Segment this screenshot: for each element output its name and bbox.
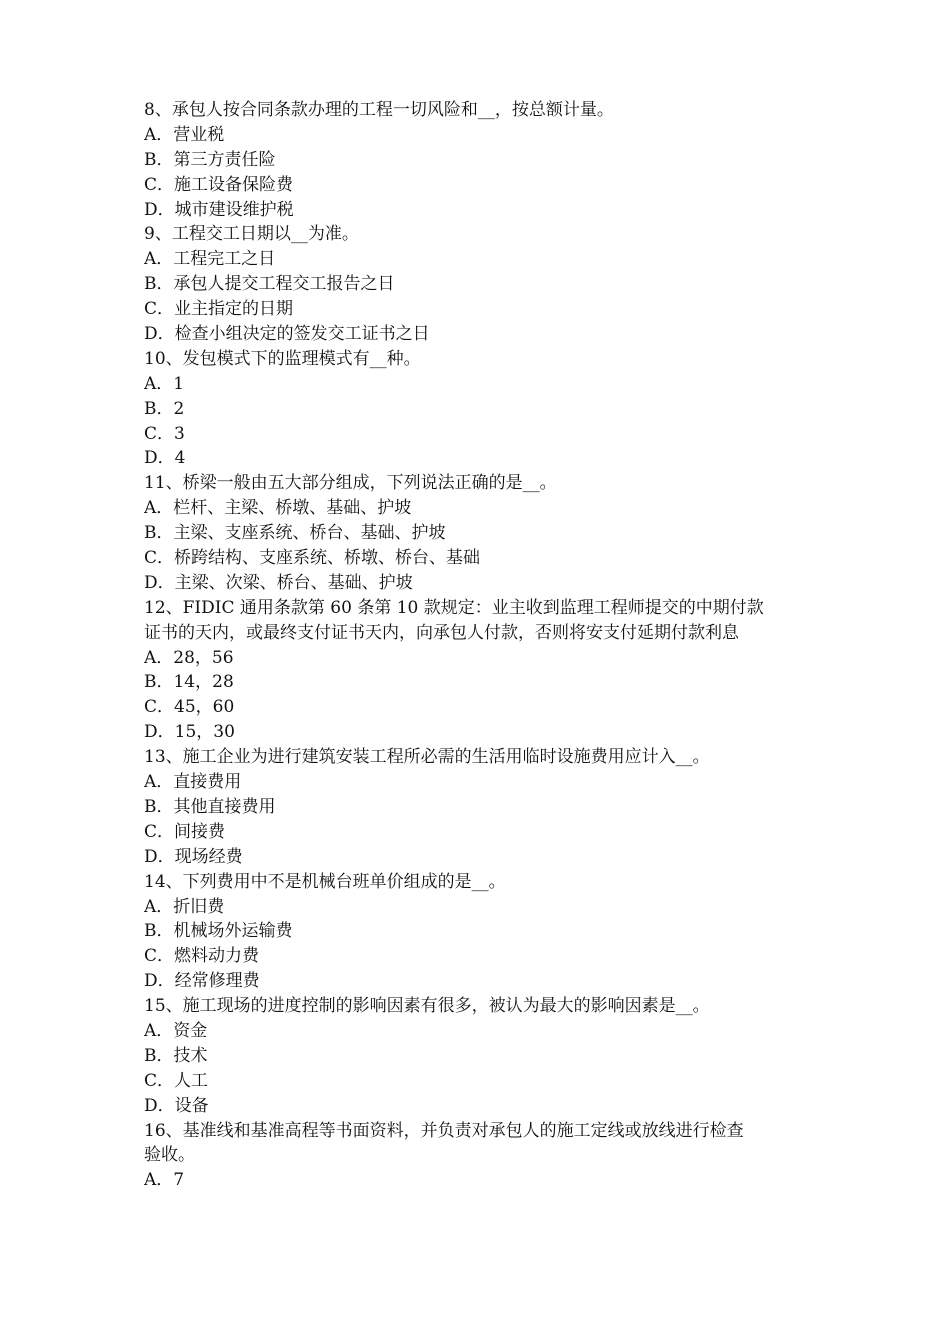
text-line: 16、基准线和基准高程等书面资料，并负责对承包人的施工定线或放线进行检查 [144, 1120, 744, 1141]
text-line: A．7 [144, 1170, 185, 1191]
text-line: A．折旧费 [144, 896, 225, 917]
text-line: B．第三方责任险 [144, 149, 276, 170]
text-line: B．主梁、支座系统、桥台、基础、护坡 [144, 523, 446, 544]
text-line: 11、桥梁一般由五大部分组成，下列说法正确的是__。 [144, 473, 557, 494]
text-line: C．桥跨结构、支座系统、桥墩、桥台、基础 [144, 548, 481, 569]
text-line: B．机械场外运输费 [144, 921, 293, 942]
text-line: A．28，56 [144, 647, 234, 668]
text-line: A．资金 [144, 1020, 208, 1041]
text-line: 8、承包人按合同条款办理的工程一切风险和__，按总额计量。 [144, 100, 614, 120]
text-line: D．主梁、次梁、桥台、基础、护坡 [144, 572, 413, 593]
text-line: D．检查小组决定的签发交工证书之日 [144, 324, 430, 345]
text-line: C．3 [144, 423, 185, 444]
text-line: 证书的天内，或最终支付证书天内，向承包人付款，否则将安支付延期付款利息 [144, 622, 739, 643]
text-line: C．燃料动力费 [144, 946, 260, 967]
text-line: 验收。 [144, 1145, 195, 1166]
text-line: C．业主指定的日期 [144, 299, 294, 320]
text-line: C．施工设备保险费 [144, 174, 294, 195]
text-line: D．15，30 [144, 722, 235, 743]
text-line: 9、工程交工日期以__为准。 [144, 224, 359, 245]
text-line: 15、施工现场的进度控制的影响因素有很多，被认为最大的影响因素是__。 [144, 996, 710, 1017]
text-line: A．营业税 [144, 124, 225, 145]
text-line: C．45，60 [144, 697, 235, 718]
text-line: D．设备 [144, 1095, 209, 1116]
text-line: B．承包人提交工程交工报告之日 [144, 274, 395, 295]
text-line: D．经常修理费 [144, 971, 260, 992]
text-line: D．4 [144, 448, 186, 469]
text-line: B．2 [144, 398, 185, 419]
text-line: A．直接费用 [144, 772, 242, 793]
text-line: 10、发包模式下的监理模式有__种。 [144, 348, 421, 369]
text-line: D．城市建设维护税 [144, 199, 294, 220]
text-line: C．间接费 [144, 821, 226, 842]
text-line: B．14，28 [144, 672, 234, 693]
text-line: 14、下列费用中不是机械台班单价组成的是__。 [144, 871, 506, 892]
text-line: A．1 [144, 373, 185, 394]
text-line: 12、FIDIC 通用条款第 60 条第 10 款规定：业主收到监理工程师提交的中期付款 [144, 597, 764, 618]
text-line: A．栏杆、主梁、桥墩、基础、护坡 [144, 498, 412, 519]
text-line: B．技术 [144, 1045, 208, 1066]
text-line: C．人工 [144, 1070, 209, 1091]
text-line: D．现场经费 [144, 846, 243, 867]
text-line: 13、施工企业为进行建筑安装工程所必需的生活用临时设施费用应计入__。 [144, 747, 710, 768]
text-line: B．其他直接费用 [144, 796, 276, 817]
document-body [144, 98, 814, 1193]
text-line: A．工程完工之日 [144, 249, 276, 270]
